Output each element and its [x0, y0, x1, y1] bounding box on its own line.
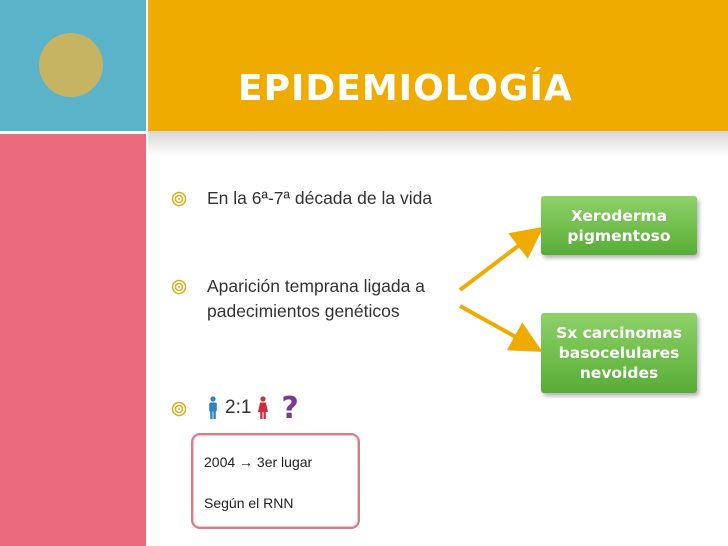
bullet-text-decade: En la 6ª-7ª década de la vida: [207, 188, 433, 208]
info-callout-box: [191, 433, 360, 529]
year-text: 2004 → 3er lugar: [204, 454, 313, 470]
bullet-ring-icon: [171, 279, 187, 295]
gorlin-box-line: nevoides: [579, 364, 659, 382]
info-line-year: [204, 454, 312, 470]
xeroderma-box-line: pigmentoso: [567, 226, 671, 245]
title-divider: [148, 131, 728, 156]
bullet-text-line: Aparición temprana ligada a: [207, 276, 425, 296]
question-mark: ?: [281, 390, 299, 426]
decorative-circle: [39, 33, 103, 97]
arrow-right-icon: [460, 306, 532, 346]
male-figure-icon: [207, 396, 219, 420]
info-line-source: Según el RNN: [204, 495, 294, 511]
bullet-text-line: padecimientos genéticos: [207, 301, 400, 321]
title-banner: [148, 0, 728, 131]
xeroderma-box: [541, 196, 697, 255]
bullet-ring-icon: [171, 401, 187, 417]
arrow-right-icon: →: [239, 454, 254, 470]
slide-title: EPIDEMIOLOGÍA: [238, 68, 573, 109]
arrow-right-icon: [460, 234, 534, 290]
sex-ratio-line: [207, 390, 299, 426]
gorlin-syndrome-box: [541, 313, 697, 393]
bullet-text-early-onset: [207, 274, 425, 324]
gorlin-box-line: basocelulares: [558, 344, 680, 362]
xeroderma-box-line: Xeroderma: [570, 206, 668, 225]
bullet-ring-icon: [171, 191, 187, 207]
female-figure-icon: [257, 396, 269, 420]
pink-side-bar: [0, 134, 146, 546]
gorlin-box-line: Sx carcinomas: [556, 324, 682, 342]
sex-ratio-value: 2:1: [225, 397, 252, 418]
